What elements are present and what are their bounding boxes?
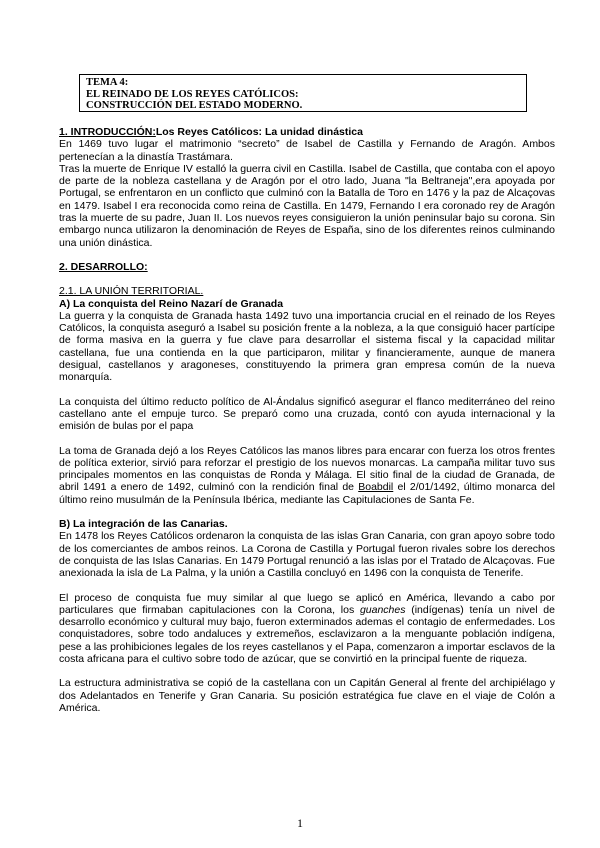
- intro-paragraph-1: En 1469 tuvo lugar el matrimonio “secreto” de Isabel de Castilla y Fernando de Aragón. Ambos pertenecían a la dinastía Trastámara.: [59, 138, 555, 163]
- canarias-paragraph-3: La estructura administrativa se copió de la castellana con un Capitán General al frente del archipiélago y dos Adelantados en Tenerife y Gran Canaria. Su posición estratégica fue clave en el viaje de Colón a América.: [59, 677, 555, 714]
- granada-p3-text-b: el 2/01/1492, último monarca del último reino musulmán de la Península Ibérica, mediante las Capitulaciones de Santa Fe.: [59, 481, 555, 506]
- granada-paragraph-2: La conquista del último reducto político de Al-Ándalus significó asegurar el flanco mediterráneo del reino castellano ante el empuje turco. Se preparó como una cruzada, contó con ayuda internacional y la emisión de bulas por el papa: [59, 395, 555, 433]
- section-1-number: 1. INTRODUCCIÓN:: [59, 126, 156, 138]
- section-2-heading: 2. DESARROLLO:: [59, 260, 148, 273]
- section-1-heading: [59, 126, 555, 138]
- granada-paragraph-3: [59, 445, 555, 506]
- canarias-p2-text-b: (indígenas) tenía un nivel de desarrollo económico y cultural muy bajo, fueron exterminados ademas el contagio de enfermedades. Los conquistadores, sobre todo andaluces y extremeños, esclavizaron a la menguante población indígena, pese a las prohibiciones legales de los reyes castellanos y el Papa, comenzaron a importar esclavos de la costa africana para el cultivo sobre todo de azúcar, que se convirtió en la principal fuente de riqueza.: [59, 603, 555, 665]
- granada-paragraph-1: La guerra y la conquista de Granada hasta 1492 tuvo una importancia crucial en el reinado de los Reyes Católicos, la conquista aseguró a Isabel su posición frente a la nobleza, a la que consiguió hacer partícipe de forma masiva en la guerra y fue clave para desarrollar el sistema fiscal y la capacidad militar castellana, fue una contienda en la que participaron, militar y financieramente, aunque de manera desigual, castellanos y aragoneses, constituyendo la primera gran empresa común de la nueva monarquía.: [59, 309, 555, 384]
- canarias-p2-text-a: El proceso de conquista fue muy similar al que luego se aplicó en América, llevando a cabo por particulares que firmaban capitulaciones con la Corona, los: [59, 591, 555, 616]
- section-1-title: Los Reyes Católicos: La unidad dinástica: [155, 126, 363, 138]
- title-line-3: CONSTRUCCIÓN DEL ESTADO MODERNO.: [86, 100, 303, 111]
- page-number: 1: [297, 816, 303, 830]
- subsection-a-heading: A) La conquista del Reino Nazarí de Granada: [59, 297, 284, 310]
- canarias-paragraph-2: [59, 592, 555, 666]
- title-line-2: EL REINADO DE LOS REYES CATÓLICOS:: [86, 88, 299, 100]
- title-box: [79, 74, 527, 112]
- intro-paragraph-2: Tras la muerte de Enrique IV estalló la guerra civil en Castilla. Isabel de Castilla, que contaba con el apoyo de parte de la nobleza castellana y de Aragón por el otro lado, Juana "la Beltraneja",era apoyada por Portugal, se enfrentaron en un conflicto que culminó con la Batalla de Toro en 1476 y la paz de Alcaçovas en 1479. Isabel I era reconocida como reina de Castilla. En 1479, Fernando I era coronado rey de Aragón tras la muerte de su padre, Juan II. Los nuevos reyes consiguieron la unión peninsular bajo su corona. Sin embargo nunca utilizaron la denominación de Reyes de España, sino de los diferentes reinos culminando una unión dinástica.: [59, 162, 555, 249]
- granada-p3-text-a: La toma de Granada dejó a los Reyes Católicos las manos libres para encarar con fuerza los otros frentes de política exterior, sirvió para reforzar el prestigio de los nuevos monarcas. La campaña militar tuvo sus principales momentos en las conquistas de Ronda y Málaga. El sitio final de la ciudad de Granada, de abril 1491 a enero de 1492, culminó con la rendición final de: [59, 444, 555, 494]
- subsection-2-1-heading: 2.1. LA UNIÓN TERRITORIAL.: [59, 285, 204, 298]
- guanches-term: guanches: [359, 603, 406, 616]
- title-line-1: TEMA 4:: [86, 77, 129, 88]
- boabdil-link[interactable]: Boabdil: [358, 481, 394, 494]
- subsection-b-heading: B) La integración de las Canarias.: [59, 518, 228, 531]
- canarias-paragraph-1: En 1478 los Reyes Católicos ordenaron la conquista de las islas Gran Canaria, con gran apoyo sobre todo de los comerciantes de ambos reinos. La Corona de Castilla y Portugal fueron rivales sobre los derechos de conquista de las Islas Canarias. En 1479 Portugal renunció a las islas por el Tratado de Alcaçovas. Fue anexionada la isla de La Palma, y la unión a Castilla concluyó en 1496 con la conquista de Tenerife.: [59, 530, 555, 580]
- document-body: [59, 126, 555, 714]
